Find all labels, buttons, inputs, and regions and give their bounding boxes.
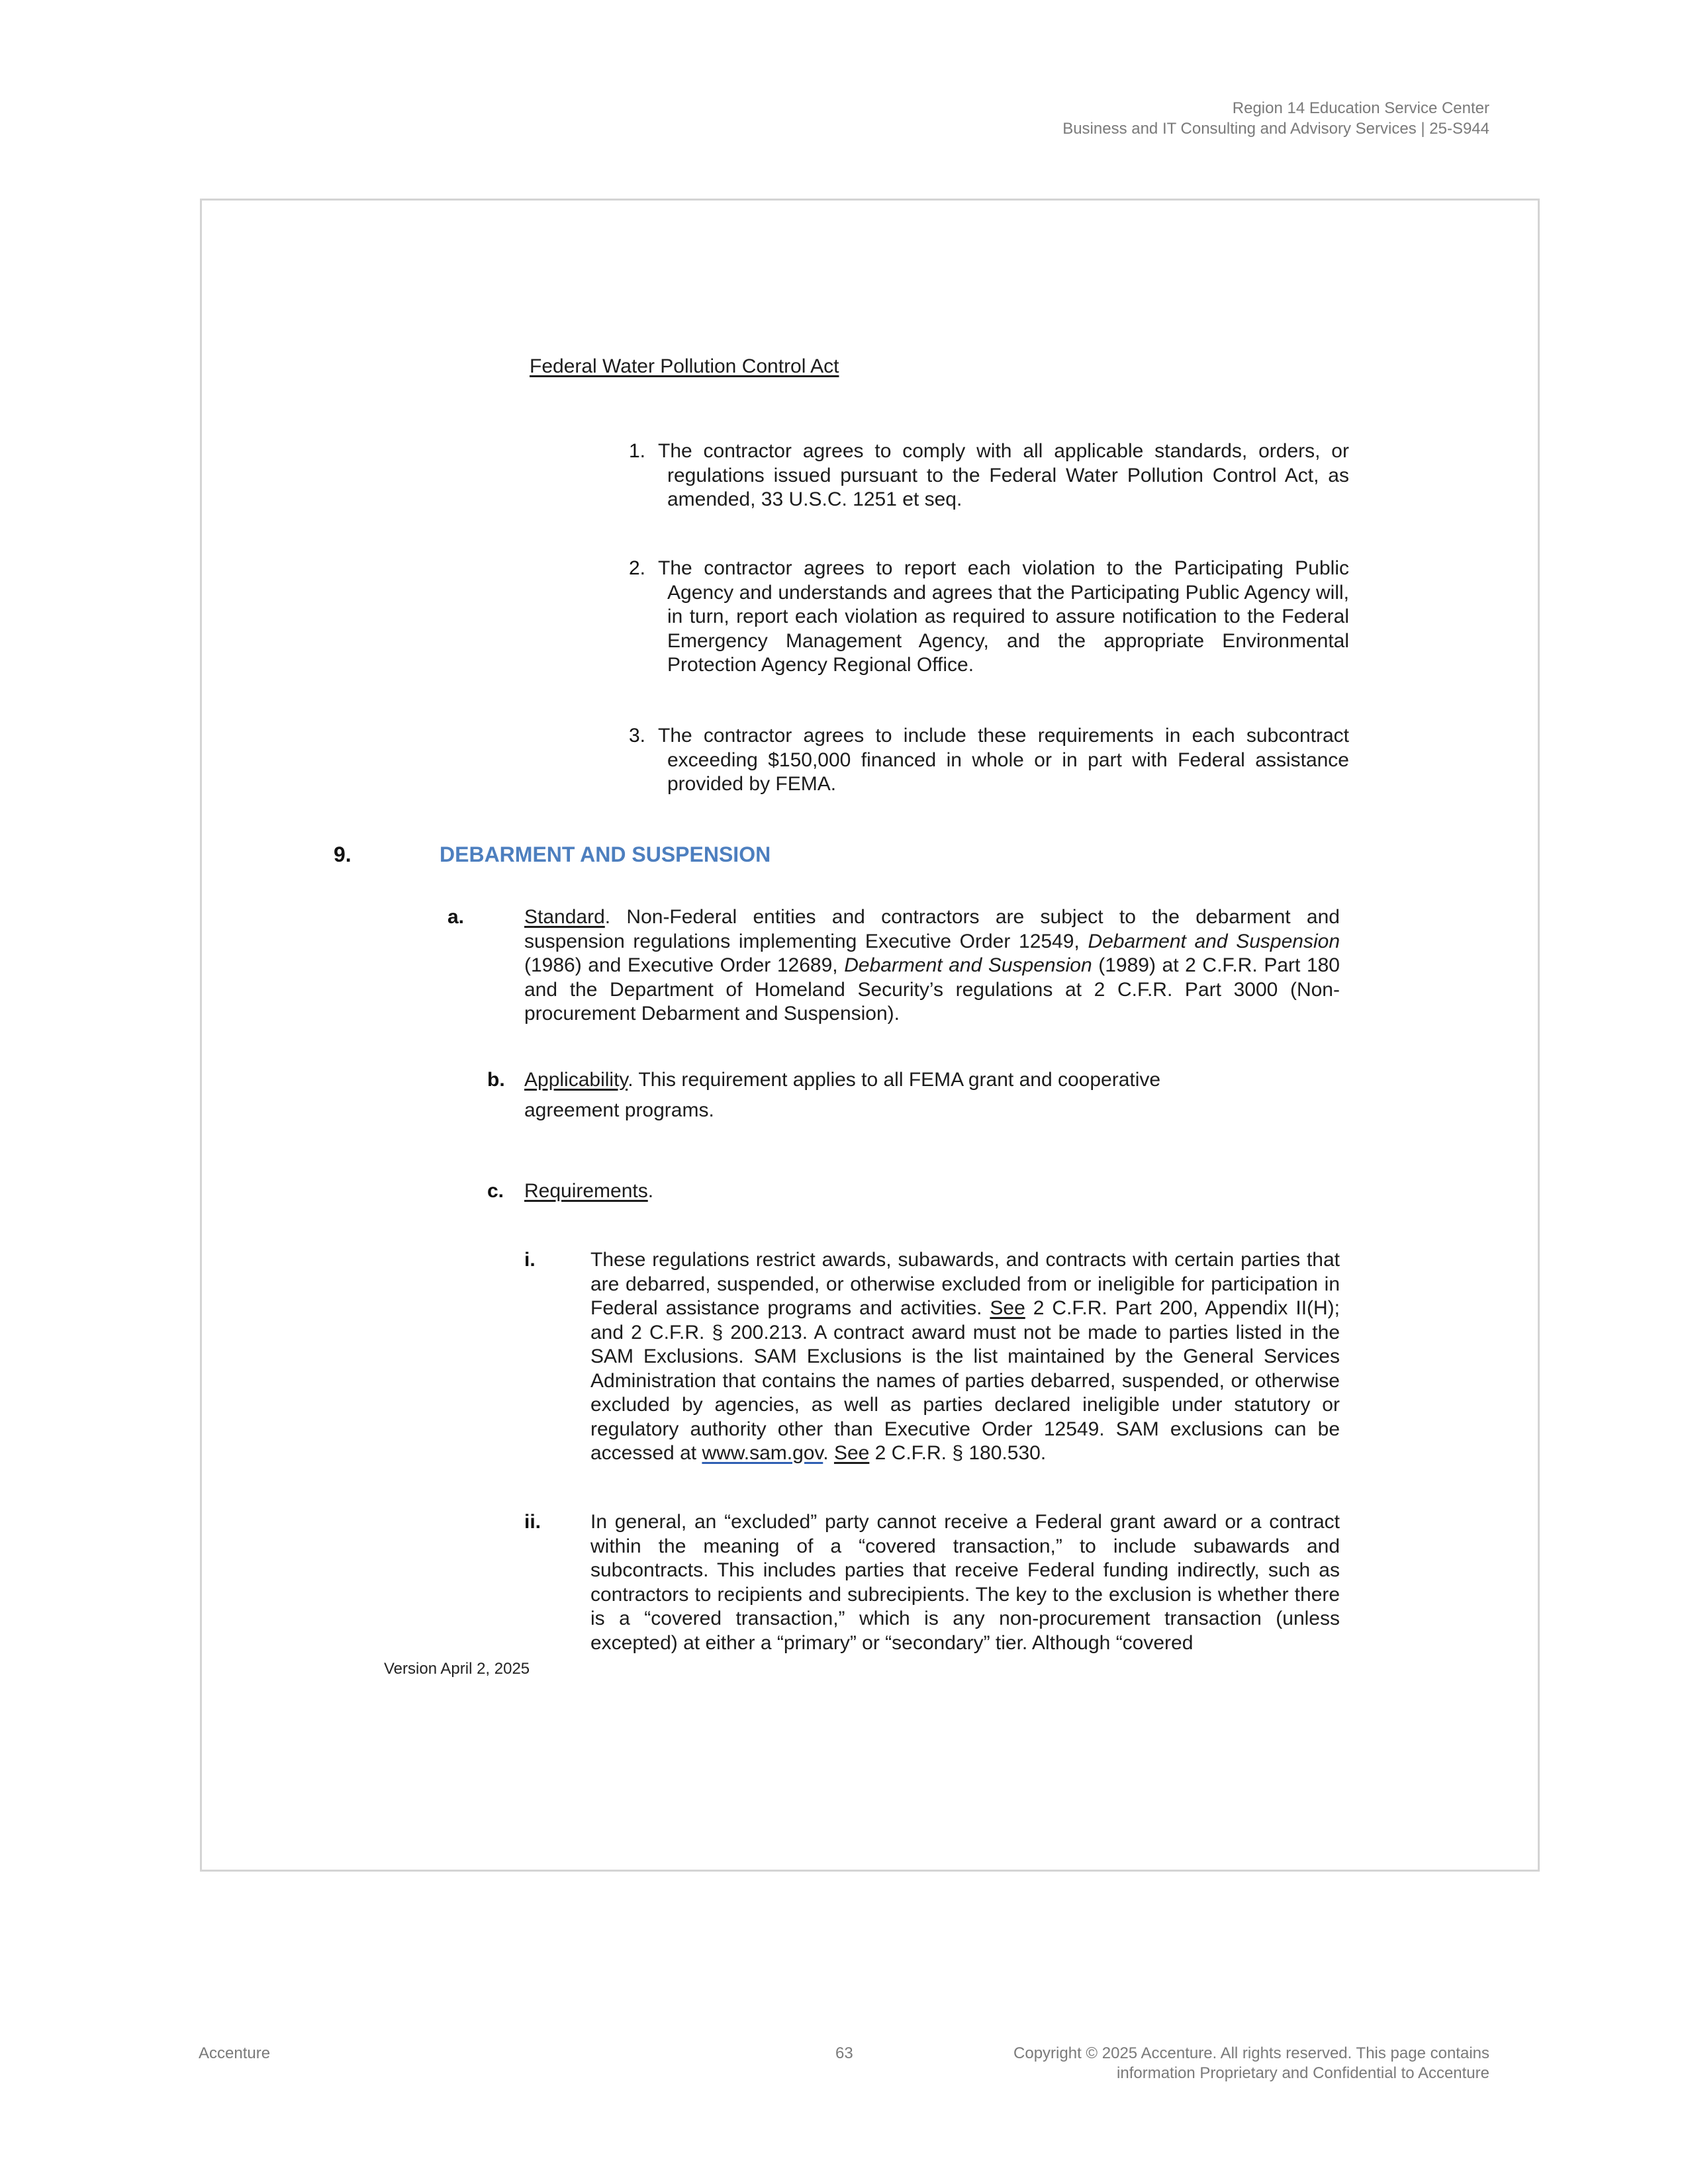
clause-b-line-1: Applicability. This requirement applies to all FEMA grant and cooperative [524,1069,1161,1091]
clause-c-heading: Requirements. [524,1180,654,1202]
section-number: 9. [334,842,352,866]
clause-b-line-2: agreement programs. [524,1099,714,1121]
subclause-i-text: These regulations restrict awards, subawards, and contracts with certain parties that are debarred, suspended, or otherwise excluded from or ineligible for participation in Federal assistance programs and activities. See 2 C.F.R. Part 200, Appendix II(H); and 2 C.F.R. § 200.213. A contract award must not be made to parties listed in the SAM Exclusions. SAM Exclusions is the list maintained by the General Services Administration that contains the names of parties debarred, suspended, or otherwise excluded by agencies, as well as parties declared ineligible under statutory or regulatory authority other than Executive Order 12549. SAM exclusions can be accessed at www.sam.gov. See 2 C.F.R. § 180.530. [590,1249,1340,1464]
subclause-i-marker: i. [524,1249,536,1271]
subclause-ii-text: In general, an “excluded” party cannot receive a Federal grant award or a contract within the meaning of a “covered transaction,” to include subawards and subcontracts. This includes parties that receive Federal funding indirectly, such as contractors to recipients and subrecipients. The key to the exclusion is whether there is a “covered transaction,” which is any non-procurement transaction (unless excepted) at either a “primary” or “secondary” tier. Although “covered [590,1511,1340,1654]
page-number: 63 [835,2044,853,2062]
clause-c-marker: c. [487,1180,504,1202]
version-note: Version April 2, 2025 [384,1660,530,1678]
item-2-number: 2. [629,557,646,579]
header-contract-title: Business and IT Consulting and Advisory Services | 25-S944 [1062,120,1489,138]
item-1-number: 1. [629,440,646,462]
item-1-text: The contractor agrees to comply with all applicable standards, orders, or regulations issued pursuant to the Federal Water Pollution Control Act, as amended, 33 U.S.C. 1251 et seq. [658,440,1349,510]
page-header [1062,98,1489,139]
item-3-number: 3. [629,725,646,747]
clause-a-label: Standard [524,906,605,928]
clause-c-label: Requirements [524,1180,648,1202]
section-title: DEBARMENT AND SUSPENSION [440,842,771,866]
executive-order-title: Debarment and Suspension [1088,930,1340,952]
item-2-text: The contractor agrees to report each violation to the Participating Public Agency and understands and agrees that the Participating Public Agency will, in turn, report each violation as required to assure notification to the Federal Emergency Management Agency, and the appropriate Environmental Protection Agency Regional Office. [658,557,1349,676]
clause-a-text: Standard. Non-Federal entities and contractors are subject to the debarment and suspension regulations implementing Executive Order 12549, Debarment and Suspension (1986) and Executive Order 12689, Debarment and Suspension (1989) at 2 C.F.R. Part 180 and the Department of Homeland Security’s regulations at 2 C.F.R. Part 3000 (Non-procurement Debarment and Suspension). [524,906,1340,1024]
footer-company: Accenture [199,2044,271,2062]
see-reference: See [990,1297,1025,1319]
clause-b-label: Applicability [524,1069,628,1091]
footer-copyright: Copyright © 2025 Accenture. All rights reserved. This page contains information Proprietary and Confidential to Accenture [1013,2044,1489,2082]
clause-b-marker: b. [487,1069,505,1091]
clause-a-marker: a. [447,906,465,928]
executive-order-title: Debarment and Suspension [844,954,1092,976]
act-title: Federal Water Pollution Control Act [530,355,839,377]
item-3-text: The contractor agrees to include these requirements in each subcontract exceeding $150,000 financed in whole or in part with Federal assistance provided by FEMA. [658,725,1349,795]
see-reference: See [833,1442,870,1464]
header-organization: Region 14 Education Service Center [1232,99,1489,117]
subclause-ii-marker: ii. [524,1511,541,1533]
sam-gov-link[interactable]: www.sam.gov [702,1442,823,1464]
